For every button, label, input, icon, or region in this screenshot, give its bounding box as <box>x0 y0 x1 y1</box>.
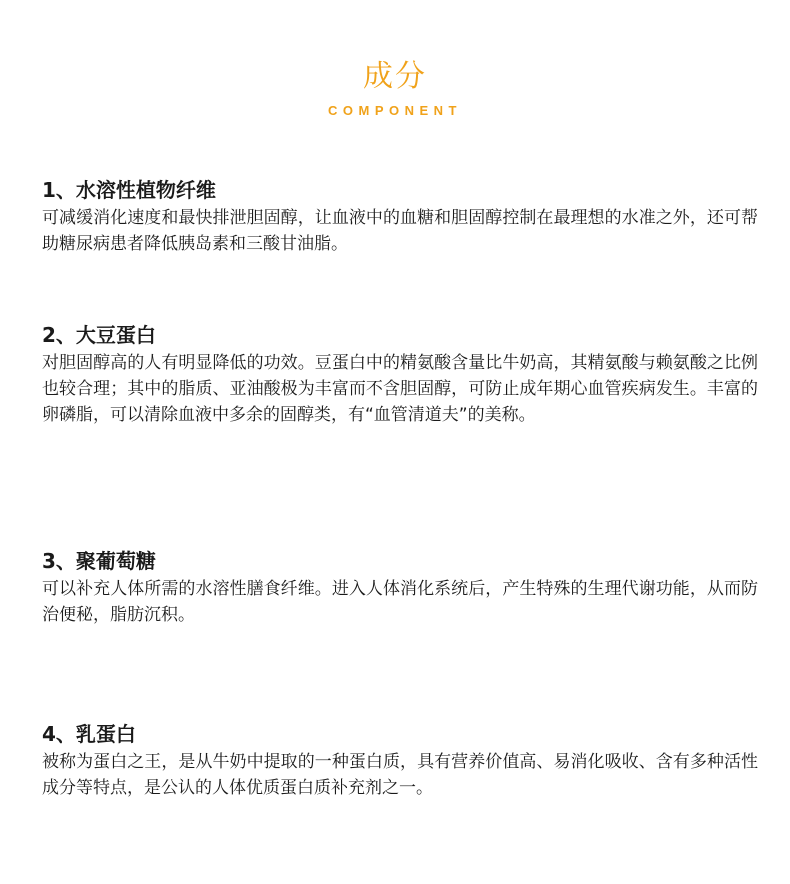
section-heading: 2、大豆蛋白 <box>42 323 156 347</box>
section-heading: 3、聚葡萄糖 <box>42 549 156 573</box>
section-body: 可减缓消化速度和最快排泄胆固醇，让血液中的血糖和胆固醇控制在最理想的水准之外，还可帮助糖尿病患者降低胰岛素和三酸甘油脂。 <box>42 208 758 254</box>
section-body: 对胆固醇高的人有明显降低的功效。豆蛋白中的精氨酸含量比牛奶高，其精氨酸与赖氨酸之比例也较合理；其中的脂质、亚油酸极为丰富而不含胆固醇，可防止成年期心血管疾病发生。丰富的卵磷脂，可以清除血液中多余的固醇类，有“血管清道夫”的美称。 <box>42 353 758 425</box>
page-title: 成分 <box>363 59 427 94</box>
section-heading: 4、乳蛋白 <box>42 722 136 746</box>
section-body: 可以补充人体所需的水溶性膳食纤维。进入人体消化系统后，产生特殊的生理代谢功能，从而防治便秘，脂肪沉积。 <box>42 579 758 625</box>
section-heading: 1、水溶性植物纤维 <box>42 178 216 202</box>
section-water-soluble-fiber <box>42 177 758 257</box>
section-soy-protein <box>42 322 758 428</box>
page-header <box>0 58 790 120</box>
section-polydextrose <box>42 548 758 628</box>
section-milk-protein <box>42 721 758 801</box>
section-body: 被称为蛋白之王，是从牛奶中提取的一种蛋白质，具有营养价值高、易消化吸收、含有多种活性成分等特点，是公认的人体优质蛋白质补充剂之一。 <box>42 752 758 798</box>
page-subtitle: COMPONENT <box>328 103 462 118</box>
